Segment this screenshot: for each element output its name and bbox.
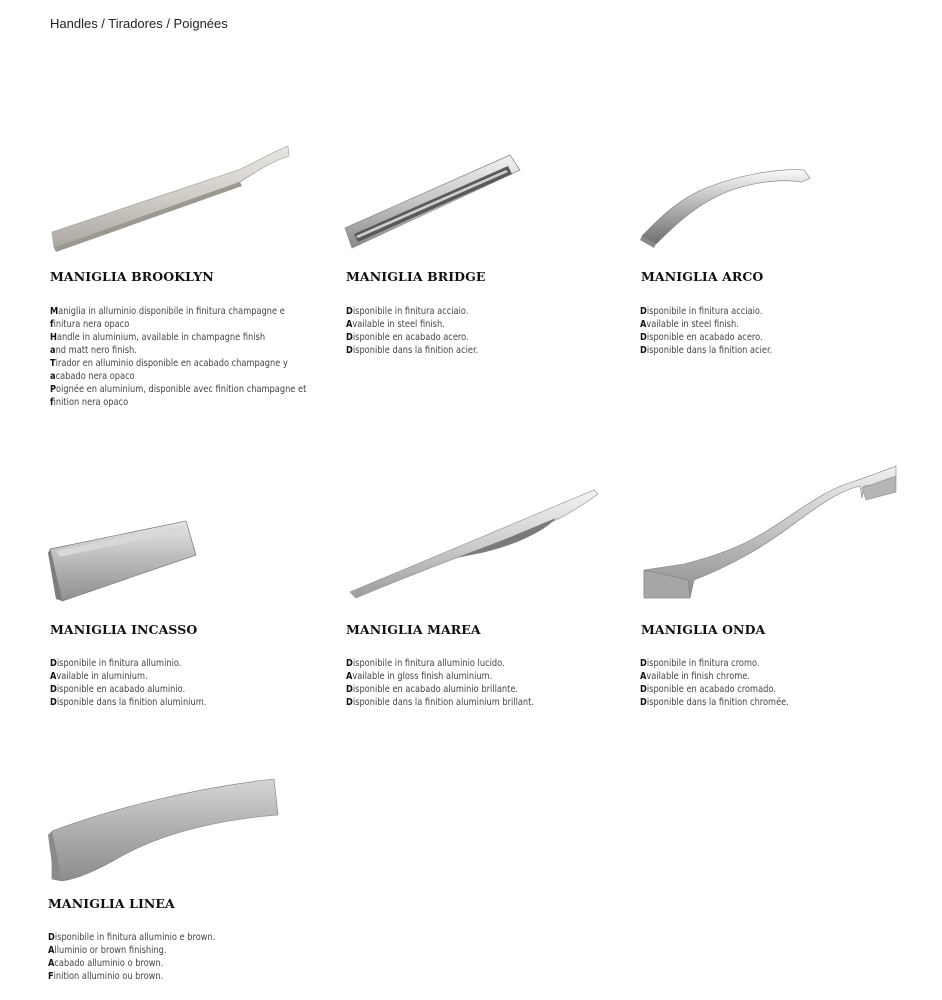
description-line: Disponible dans la finition chromée.: [640, 697, 789, 708]
description-line: Disponibile in finitura acciaio.: [640, 306, 763, 317]
page-title: Handles / Tiradores / Poignées: [50, 16, 228, 31]
description-line: Disponible en acabado aluminio.: [50, 684, 186, 695]
description-line: Disponible dans la finition acier.: [640, 345, 773, 356]
description-line: Disponible en acabado acero.: [640, 332, 763, 343]
description-line: Available in aluminium.: [50, 671, 148, 682]
description-line: Disponibile in finitura alluminio lucido.: [346, 658, 505, 669]
bridge-handle-image: [340, 150, 530, 255]
product-title-arco: MANIGLIA ARCO: [641, 269, 764, 284]
product-desc-incasso: [50, 657, 206, 709]
description-line: and matt nero finish.: [50, 345, 137, 356]
brooklyn-handle-image: [48, 140, 298, 255]
description-line: Disponibile in finitura acciaio.: [346, 306, 469, 317]
description-line: Alluminio or brown finishing.: [48, 945, 167, 956]
description-line: Available in finish chrome.: [640, 671, 750, 682]
incasso-handle-image: [46, 515, 206, 610]
description-line: Disponible en acabado cromado.: [640, 684, 776, 695]
description-line: finition nera opaco: [50, 397, 129, 408]
product-title-incasso: MANIGLIA INCASSO: [50, 622, 198, 637]
product-desc-linea: [48, 931, 215, 983]
description-line: Handle in aluminium, available in champagne finish: [50, 332, 266, 343]
product-desc-bridge: [346, 305, 478, 357]
description-line: Disponible en acabado aluminio brillante.: [346, 684, 519, 695]
product-title-bridge: MANIGLIA BRIDGE: [346, 269, 486, 284]
description-line: Available in steel finish.: [640, 319, 739, 330]
product-title-linea: MANIGLIA LINEA: [48, 896, 175, 911]
description-line: Disponibile in finitura alluminio.: [50, 658, 182, 669]
product-desc-onda: [640, 657, 789, 709]
description-line: Finition alluminio ou brown.: [48, 971, 164, 982]
product-desc-arco: [640, 305, 772, 357]
description-line: Acabado alluminio o brown.: [48, 958, 164, 969]
description-line: Available in gloss finish aluminium.: [346, 671, 493, 682]
description-line: Available in steel finish.: [346, 319, 445, 330]
linea-handle-image: [46, 775, 282, 885]
arco-handle-image: [636, 160, 816, 255]
description-line: finitura nera opaco: [50, 319, 130, 330]
product-desc-marea: [346, 657, 534, 709]
description-line: Disponibile in finitura alluminio e brown.: [48, 932, 216, 943]
description-line: acabado nera opaco: [50, 371, 135, 382]
product-desc-brooklyn: [50, 305, 306, 409]
product-title-brooklyn: MANIGLIA BROOKLYN: [50, 269, 214, 284]
product-title-marea: MANIGLIA MAREA: [346, 622, 481, 637]
onda-handle-image: [638, 462, 902, 602]
description-line: Disponible dans la finition aluminium.: [50, 697, 207, 708]
description-line: Disponible en acabado acero.: [346, 332, 469, 343]
description-line: Disponible dans la finition aluminium brillant.: [346, 697, 535, 708]
description-line: Poignée en aluminium, disponible avec finition champagne et: [50, 384, 307, 395]
description-line: Disponibile in finitura cromo.: [640, 658, 760, 669]
description-line: Tirador en alluminio disponible en acabado champagne y: [50, 358, 288, 369]
description-line: Maniglia in alluminio disponibile in finitura champagne e: [50, 306, 285, 317]
marea-handle-image: [346, 488, 604, 603]
description-line: Disponible dans la finition acier.: [346, 345, 479, 356]
product-title-onda: MANIGLIA ONDA: [641, 622, 766, 637]
